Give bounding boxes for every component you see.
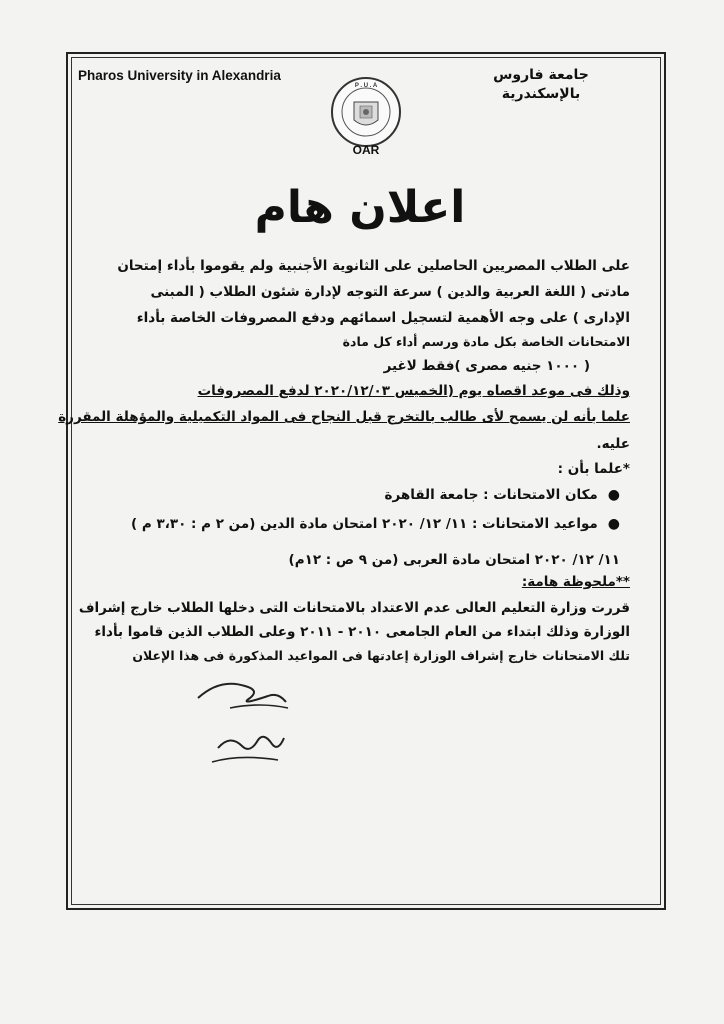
- seal-lettering: P . U . A: [354, 83, 378, 89]
- logo-caption: OAR: [352, 143, 380, 157]
- graduation-condition-line: علما بأنه لن يسمح لأى طالب بالتخرج قبل النجاح فى المواد التكميلية والمؤهلة المقررة: [58, 409, 630, 425]
- bullet-dot-icon: ●: [607, 516, 620, 532]
- paragraph-line-2: مادتى ( اللغة العربية والدين ) سرعة التوجه لإدارة شئون الطلاب ( المبنى: [150, 284, 630, 300]
- announcement-title: اعلان هام: [254, 182, 466, 233]
- bullet-exam-dates: [94, 516, 630, 532]
- exam-location-text: مكان الامتحانات : جامعة القاهرة: [384, 487, 598, 503]
- notice-heading: *علما بأن :: [557, 461, 630, 477]
- university-name-arabic: [466, 66, 616, 104]
- handwritten-signature: [190, 668, 310, 778]
- paragraph-line-1: على الطلاب المصريين الحاصلين على الثانوية الأجنبية ولم يقوموا بأداء إمتحان: [117, 258, 630, 274]
- fee-amount: ( ١٠٠٠ جنيه مصرى )فقط لاغير: [383, 358, 590, 374]
- deadline-line: وذلك فى موعد اقصاه يوم (الخميس ٢٠٢٠/١٢/٠٣ لدفع المصروفات: [197, 383, 630, 399]
- note-heading: **ملحوظة هامة:: [521, 574, 630, 590]
- bullet-dot-icon: ●: [607, 487, 620, 503]
- note-line-2: الوزارة وذلك ابتداء من العام الجامعى ٢٠١٠ - ٢٠١١ وعلى الطلاب الذين قاموا بأداء: [94, 624, 630, 640]
- paragraph-line-3: الإدارى ) على وجه الأهمية لتسجيل اسمائهم ودفع المصروفات الخاصة بأداء: [136, 310, 630, 326]
- university-name-arabic-line2: بالإسكندرية: [501, 86, 581, 102]
- university-name-arabic-line1: جامعة فاروس: [493, 67, 589, 83]
- paragraph-line-4: الامتحانات الخاصة بكل مادة ورسم أداء كل مادة: [342, 334, 630, 349]
- exam-dates-text: مواعيد الامتحانات : ١١/ ١٢/ ٢٠٢٠ امتحان مادة الدين (من ٢ م : ٣،٣٠ م ): [131, 516, 598, 532]
- note-line-3: تلك الامتحانات خارج إشراف الوزارة إعادتها فى المواعيد المذكورة فى هذا الإعلان: [132, 648, 630, 663]
- university-seal-logo: [326, 74, 406, 154]
- graduation-condition-end: عليه.: [596, 436, 630, 452]
- note-line-1: قررت وزارة التعليم العالى عدم الاعتداد بالامتحانات التى دخلها الطلاب خارج إشراف: [78, 600, 630, 616]
- bullet-exam-location: [94, 487, 630, 503]
- arabic-exam-date: ١١/ ١٢/ ٢٠٢٠ امتحان مادة العربى (من ٩ ص : ١٢م): [288, 552, 620, 568]
- university-name-english: Pharos University in Alexandria: [78, 68, 281, 83]
